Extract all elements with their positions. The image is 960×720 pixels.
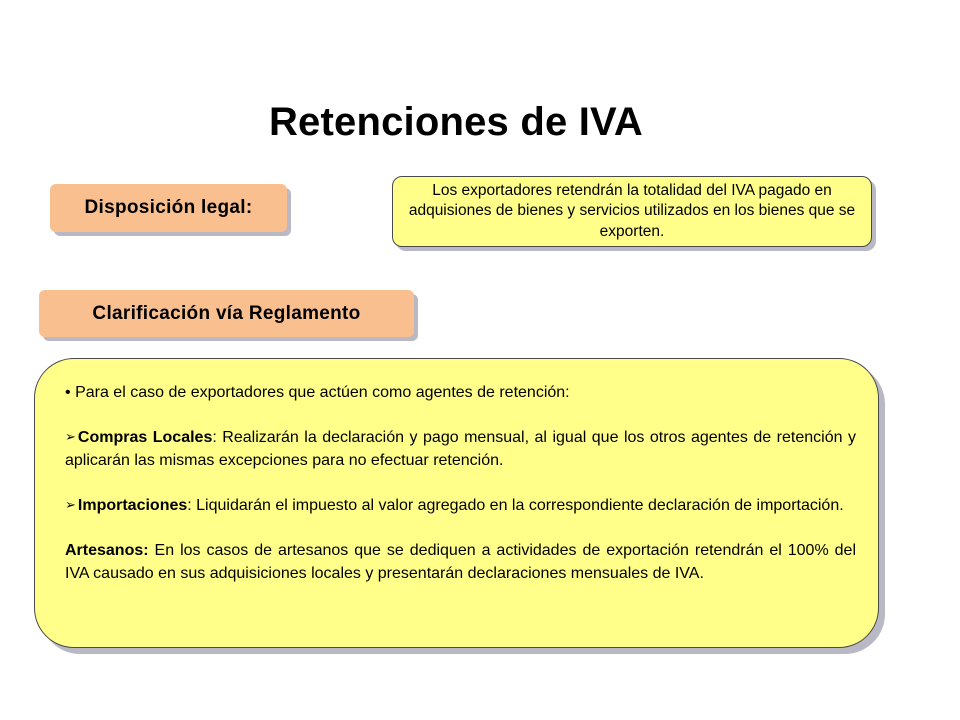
compras-locales-item xyxy=(65,426,856,472)
page-title: Retenciones de IVA xyxy=(268,100,644,144)
intro-bullet xyxy=(65,381,856,404)
arrow-bullet-icon: ➢ xyxy=(65,497,76,512)
reglamento-label: Clarificación vía Reglamento xyxy=(39,290,414,337)
importaciones-text: : Liquidarán el impuesto al valor agregado en la correspondiente declaración de importación. xyxy=(187,497,844,514)
artesanos-text: En los casos de artesanos que se dediquen a actividades de exportación retendrán el 100% del IVA causado en sus adquisiciones locales y presentarán declaraciones mensuales de IVA. xyxy=(65,542,856,582)
legal-disposition-note xyxy=(392,176,872,247)
compras-locales-heading: Compras Locales xyxy=(77,429,213,446)
artesanos-item xyxy=(65,539,856,585)
legal-disposition-text: Los exportadores retendrán la totalidad del IVA pagado en adquisiones de bienes y servicios utilizados en los bienes que se exporten. xyxy=(408,181,856,240)
bullet-icon: • xyxy=(65,384,71,401)
importaciones-item xyxy=(65,494,856,517)
artesanos-heading: Artesanos: xyxy=(65,542,149,559)
reglamento-content-box xyxy=(34,358,879,648)
compras-locales-text: : Realizarán la declaración y pago mensual, al igual que los otros agentes de retención y aplicarán las mismas excepciones para no efectuar retención. xyxy=(65,429,856,469)
importaciones-heading: Importaciones xyxy=(77,497,188,514)
legal-disposition-label: Disposición legal: xyxy=(50,184,287,232)
intro-bullet-text: Para el caso de exportadores que actúen como agentes de retención: xyxy=(75,384,570,401)
arrow-bullet-icon: ➢ xyxy=(65,429,76,444)
